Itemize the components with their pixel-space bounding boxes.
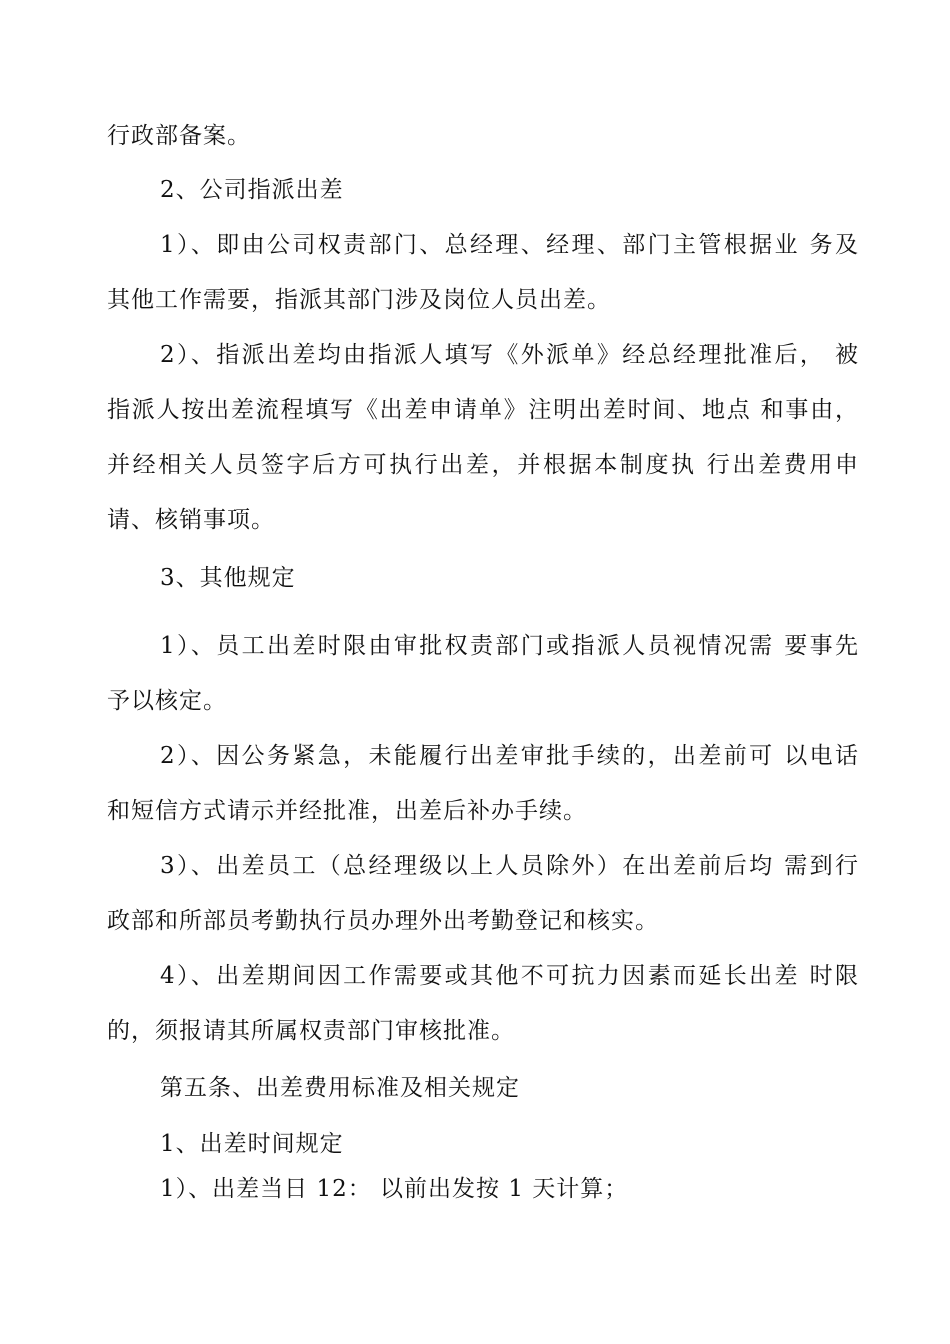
paragraph-line: 1）、员工出差时限由审批权责部门或指派人员视情况需 要事先 <box>160 633 859 659</box>
paragraph-line: 并经相关人员签字后方可执行出差，并根据本制度执 行出差费用申 <box>107 452 859 478</box>
paragraph-line: 2）、因公务紧急，未能履行出差审批手续的，出差前可 以电话 <box>160 743 859 769</box>
paragraph-line: 的，须报请其所属权责部门审核批准。 <box>107 1018 515 1044</box>
paragraph-line: 指派人按出差流程填写《出差申请单》注明出差时间、地点 和事由， <box>107 397 859 423</box>
paragraph-line: 和短信方式请示并经批准，出差后补办手续。 <box>107 798 587 824</box>
paragraph-line: 行政部备案。 <box>107 123 251 149</box>
paragraph-line: 予以核定。 <box>107 688 227 714</box>
paragraph-line: 其他工作需要，指派其部门涉及岗位人员出差。 <box>107 287 611 313</box>
paragraph-line: 1）、出差当日 12： 以前出发按 1 天计算； <box>160 1176 629 1202</box>
article-heading: 第五条、出差费用标准及相关规定 <box>160 1075 520 1101</box>
section-heading: 2、公司指派出差 <box>160 177 344 203</box>
paragraph-line: 政部和所部员考勤执行员办理外出考勤登记和核实。 <box>107 908 659 934</box>
paragraph-line: 3）、出差员工（总经理级以上人员除外）在出差前后均 需到行 <box>160 853 859 879</box>
section-heading: 3、其他规定 <box>160 565 296 591</box>
paragraph-line: 请、核销事项。 <box>107 507 275 533</box>
section-heading: 1、出差时间规定 <box>160 1131 344 1157</box>
paragraph-line: 2）、指派出差均由指派人填写《外派单》经总经理批准后， 被 <box>160 342 859 368</box>
paragraph-line: 4）、出差期间因工作需要或其他不可抗力因素而延长出差 时限 <box>160 963 859 989</box>
paragraph-line: 1）、即由公司权责部门、总经理、经理、部门主管根据业 务及 <box>160 232 859 258</box>
